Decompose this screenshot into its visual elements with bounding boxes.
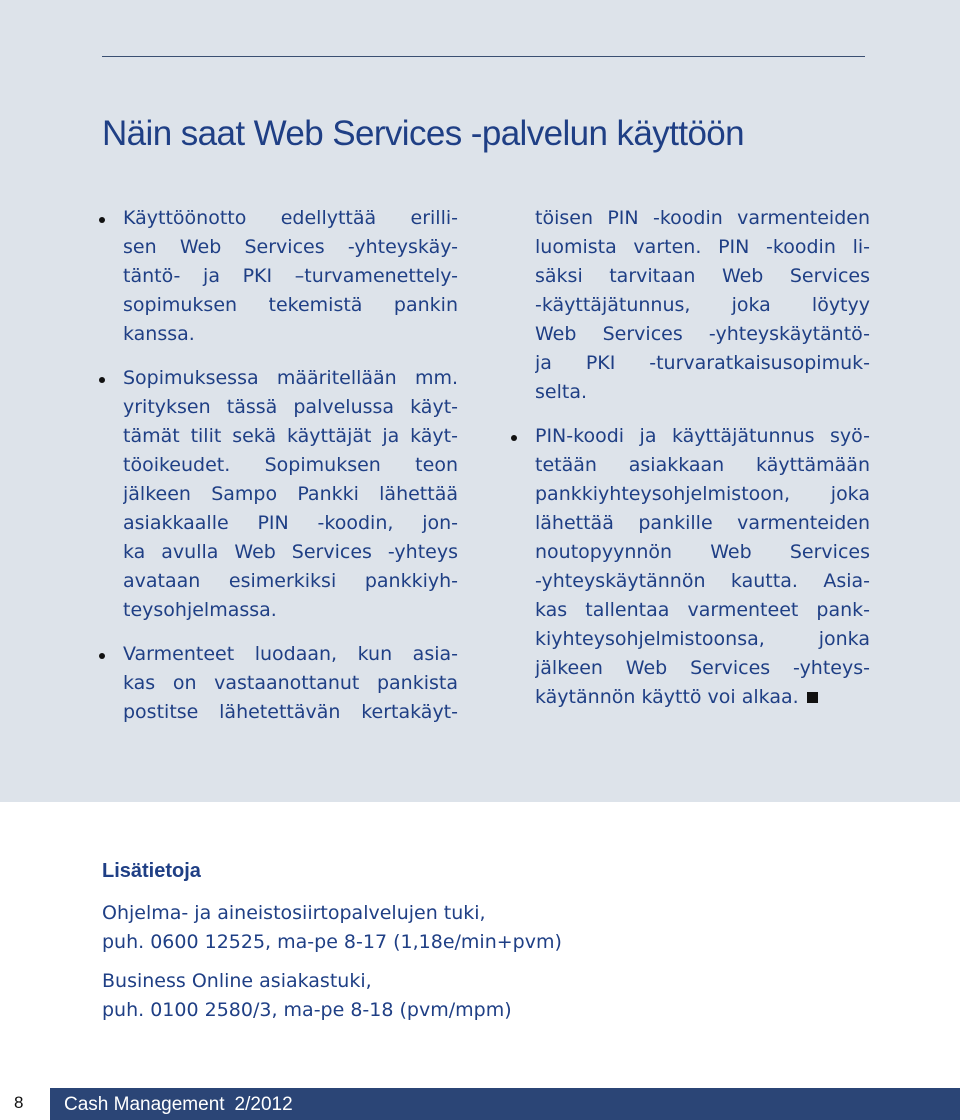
contact-info bbox=[102, 860, 562, 1025]
right-column bbox=[508, 204, 870, 712]
info-heading: Lisätietoja bbox=[102, 860, 201, 882]
text-line: kiyhteysohjelmistoonsa, jonka bbox=[535, 628, 870, 650]
text-line: yrityksen tässä palvelussa käyt- bbox=[123, 396, 458, 418]
bullet-icon bbox=[99, 653, 105, 659]
left-column bbox=[96, 204, 458, 727]
text-line: ja PKI -turvaratkaisusopimuk- bbox=[535, 352, 870, 374]
text-line: ka avulla Web Services -yhteys bbox=[123, 541, 458, 563]
page-number: 8 bbox=[14, 1093, 24, 1112]
text-line: asiakkaalle PIN -koodin, jon- bbox=[123, 512, 458, 534]
info-line: Business Online asiakastuki, bbox=[102, 970, 372, 992]
text-line-content: käytännön käyttö voi alkaa. bbox=[535, 686, 799, 708]
text-line: kas tallentaa varmenteet pank- bbox=[535, 599, 870, 621]
text-line: täntö- ja PKI –turvamenettely- bbox=[123, 265, 458, 287]
text-line: -yhteyskäytännön kautta. Asia- bbox=[535, 570, 870, 592]
list-item bbox=[96, 364, 458, 625]
bullet-icon bbox=[99, 217, 105, 223]
text-line: sen Web Services -yhteyskäy- bbox=[123, 236, 458, 258]
text-line: PIN-koodi ja käyttäjätunnus syö- bbox=[535, 425, 870, 447]
list-item bbox=[508, 422, 870, 712]
text-line: luomista varten. PIN -koodin li- bbox=[535, 236, 870, 258]
text-line: lähettää pankille varmenteiden bbox=[535, 512, 870, 534]
text-line: Sopimuksessa määritellään mm. bbox=[123, 367, 458, 389]
bullet-icon bbox=[511, 435, 517, 441]
text-line: töoikeudet. Sopimuksen teon bbox=[123, 454, 458, 476]
list-item bbox=[96, 640, 458, 727]
text-line: noutopyynnön Web Services bbox=[535, 541, 870, 563]
issue-number: 2/2012 bbox=[234, 1094, 293, 1115]
continued-paragraph bbox=[508, 204, 870, 407]
page-title: Näin saat Web Services -palvelun käyttöön bbox=[102, 114, 745, 153]
info-line: puh. 0100 2580/3, ma-pe 8-18 (pvm/mpm) bbox=[102, 999, 512, 1021]
footer-text bbox=[64, 1094, 293, 1116]
end-mark-icon bbox=[807, 692, 818, 703]
info-block bbox=[102, 899, 562, 957]
info-block bbox=[102, 967, 562, 1025]
text-line: Varmenteet luodaan, kun asia- bbox=[123, 643, 458, 665]
page-number-box bbox=[0, 1088, 50, 1120]
text-line: Web Services -yhteyskäytäntö- bbox=[535, 323, 870, 345]
text-line: sopimuksen tekemistä pankin bbox=[123, 294, 458, 316]
text-line: avataan esimerkiksi pankkiyh- bbox=[123, 570, 458, 592]
text-line: teysohjelmassa. bbox=[123, 599, 277, 621]
text-line: postitse lähetettävän kertakäyt- bbox=[123, 701, 458, 723]
top-divider bbox=[102, 56, 865, 57]
text-line: töisen PIN -koodin varmenteiden bbox=[535, 207, 870, 229]
text-line: Käyttöönotto edellyttää erilli- bbox=[123, 207, 458, 229]
text-line bbox=[535, 683, 870, 712]
text-line: jälkeen Sampo Pankki lähettää bbox=[123, 483, 458, 505]
text-line: pankkiyhteysohjelmistoon, joka bbox=[535, 483, 870, 505]
text-line: kanssa. bbox=[123, 323, 195, 345]
text-line: säksi tarvitaan Web Services bbox=[535, 265, 870, 287]
publication-name: Cash Management bbox=[64, 1094, 225, 1115]
info-line: puh. 0600 12525, ma-pe 8-17 (1,18e/min+pvm) bbox=[102, 931, 562, 953]
info-line: Ohjelma- ja aineistosiirtopalvelujen tuki, bbox=[102, 902, 486, 924]
text-line: -käyttäjätunnus, joka löytyy bbox=[535, 294, 870, 316]
text-line: tetään asiakkaan käyttämään bbox=[535, 454, 870, 476]
list-item bbox=[96, 204, 458, 349]
text-line: jälkeen Web Services -yhteys- bbox=[535, 657, 870, 679]
bullet-icon bbox=[99, 377, 105, 383]
text-line: selta. bbox=[535, 381, 587, 403]
text-line: kas on vastaanottanut pankista bbox=[123, 672, 458, 694]
text-line: tämät tilit sekä käyttäjät ja käyt- bbox=[123, 425, 458, 447]
